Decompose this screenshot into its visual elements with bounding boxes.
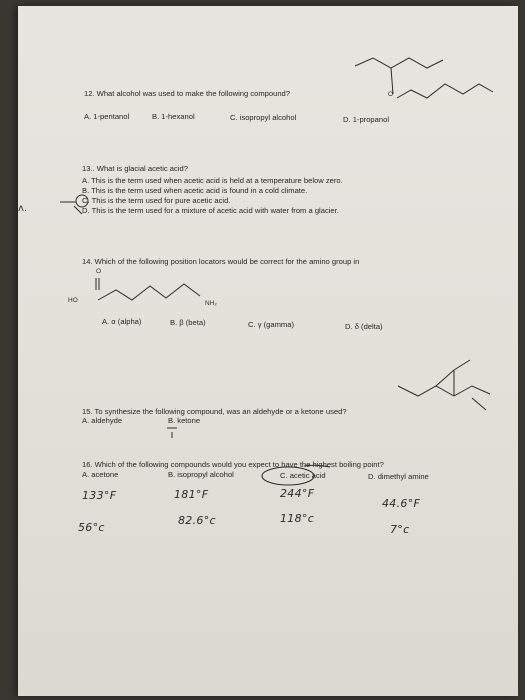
- q14-amino-acid-structure: [80, 266, 230, 316]
- q14-option-a: A. α (alpha): [102, 317, 142, 326]
- q13-question: 13.. What is glacial acetic acid?: [82, 164, 188, 173]
- q13-option-c: C. This is the term used for pure acetic acid.: [82, 196, 231, 205]
- q13-option-b: B. This is the term used when acetic acid is found in a cold climate.: [82, 186, 308, 195]
- q14-ho-label: HO: [68, 297, 78, 304]
- q13-option-d: D. This is the term used for a mixture of acetic acid with water from a glacier.: [82, 206, 339, 215]
- q12-option-c: C. isopropyl alcohol: [230, 113, 297, 122]
- q16-option-b: B. isopropyl alcohol: [168, 470, 234, 479]
- q15-question: 15. To synthesize the following compound, was an aldehyde or a ketone used?: [82, 407, 347, 416]
- q14-oxygen-label: O: [96, 268, 102, 275]
- q15-option-a: A. aldehyde: [82, 416, 123, 425]
- q15-option-b: B. ketone: [168, 416, 201, 425]
- q16-handwritten-c-a: 56°c: [78, 521, 105, 534]
- worksheet-page: [18, 6, 518, 696]
- q14-option-b: B. β (beta): [170, 318, 206, 327]
- q12-ether-structure: [333, 54, 493, 104]
- q16-handwritten-c-b: 82.6°c: [178, 514, 216, 527]
- q16-handwritten-f-b: 181°F: [174, 488, 209, 501]
- q16-handwritten-f-d: 44.6°F: [382, 497, 421, 510]
- q16-option-a: A. acetone: [82, 470, 119, 479]
- q16-handwritten-f-c: 244°F: [280, 487, 315, 500]
- q14-nh2-label: NH₂: [205, 300, 217, 307]
- q12-option-b: B. 1-hexanol: [152, 112, 195, 121]
- q12-option-d: D. 1-propanol: [343, 115, 390, 124]
- q14-option-d: D. δ (delta): [345, 322, 383, 331]
- q13-option-a: A. This is the term used when acetic acid is held at a temperature below zero.: [82, 176, 343, 185]
- q16-option-d: D. dimethyl amine: [368, 472, 429, 481]
- q14-option-c: C. γ (gamma): [248, 320, 294, 329]
- q13-margin-note: ʌ.: [18, 203, 28, 214]
- q13-answer-circle: [58, 192, 88, 216]
- q15-answer-mark: [167, 426, 179, 442]
- q14-question: 14. Which of the following position locators would be correct for the amino group in: [82, 257, 360, 266]
- q12-oxygen-label: O: [388, 91, 394, 98]
- q16-answer-circle: [254, 464, 344, 488]
- q16-handwritten-c-c: 118°c: [280, 512, 315, 525]
- q16-option-c: C. acetic acid: [280, 471, 326, 480]
- q16-handwritten-c-d: 7°c: [390, 523, 410, 536]
- q16-question: 16. Which of the following compounds would you expect to have the highest boiling point?: [82, 460, 384, 469]
- q16-handwritten-f-a: 133°F: [82, 489, 117, 502]
- q12-question: 12. What alcohol was used to make the following compound?: [84, 89, 290, 98]
- q15-ketone-structure: [396, 358, 506, 418]
- q12-option-a: A. 1-pentanol: [84, 112, 130, 121]
